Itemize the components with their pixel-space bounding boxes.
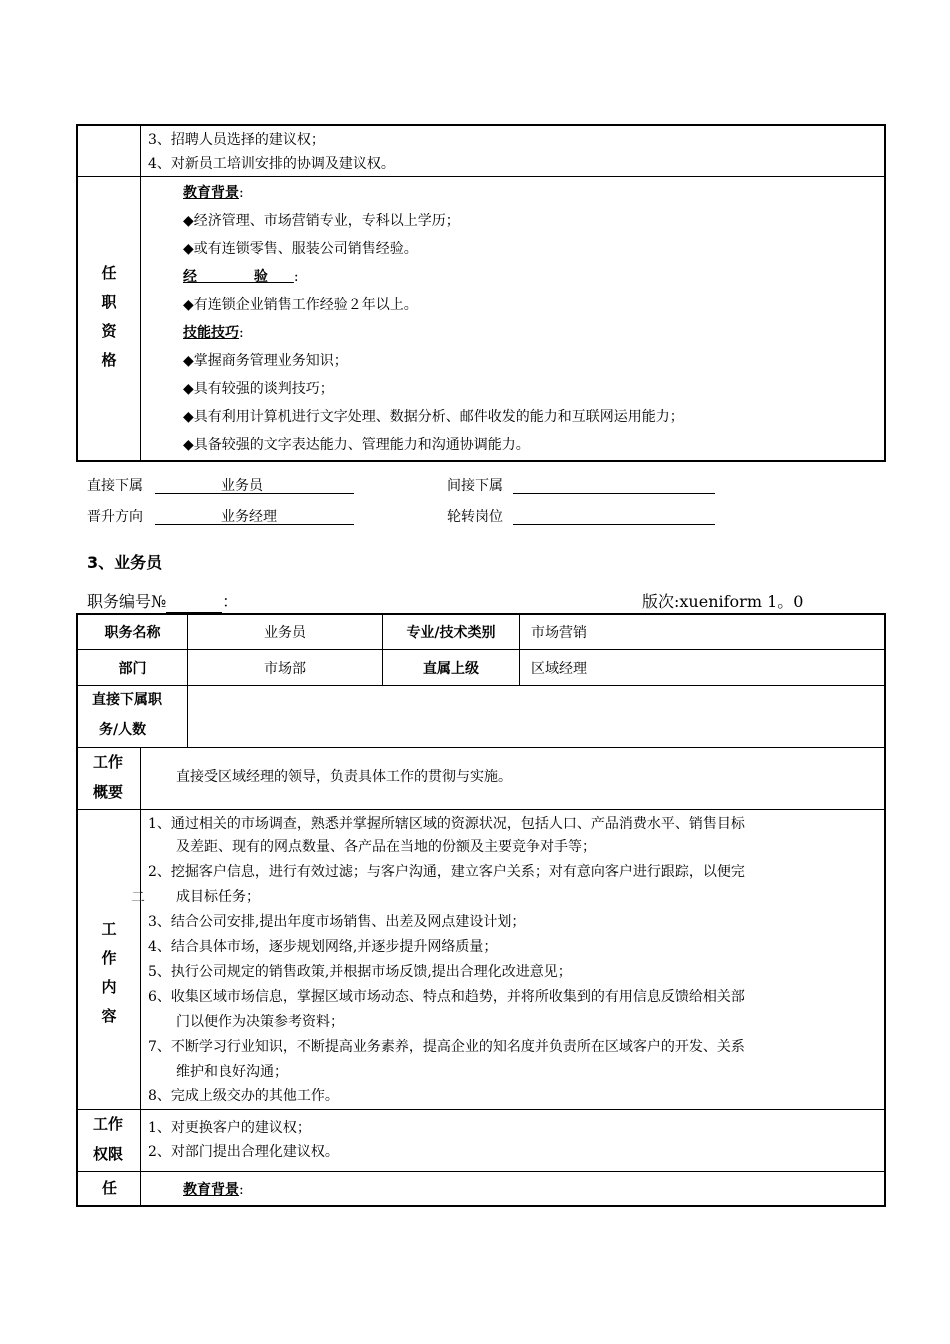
table-divider — [78, 176, 884, 177]
education-item: ◆或有连锁零售、服装公司销售经验。 — [183, 241, 418, 257]
rotation-field — [513, 506, 715, 525]
education-heading: 教育背景: — [183, 185, 244, 201]
authority-item: 3、招聘人员选择的建议权； — [148, 132, 325, 148]
job-name-value: 业务员 — [264, 625, 306, 641]
job-number-label: 职务编号№ ： — [87, 592, 239, 611]
version-label: 版次:xueniform 1。0 — [642, 592, 804, 611]
summary-text: 直接受区域经理的领导，负责具体工作的贯彻与实施。 — [176, 769, 512, 785]
table-divider — [78, 747, 884, 748]
superior-label: 直属上级 — [423, 660, 479, 677]
education-heading: 教育背景: — [183, 1182, 244, 1198]
work-content-line: 8、完成上级交办的其他工作。 — [148, 1088, 339, 1104]
work-content-label: 工 作 内 容 — [101, 920, 117, 1025]
table-divider — [78, 809, 884, 810]
work-content-line: 1、通过相关的市场调查，熟悉并掌握所辖区域的资源状况，包括人口、产品消费水平、销售目标 — [148, 816, 745, 832]
work-content-line: 门以便作为决策参考资料； — [176, 1014, 344, 1030]
work-content-line: 成目标任务； — [176, 889, 260, 905]
experience-heading: 经 验: — [183, 269, 299, 285]
table-divider — [519, 615, 520, 685]
promotion-value: 业务经理 — [221, 509, 277, 525]
skills-item: ◆具有利用计算机进行文字处理、数据分析、邮件收发的能力和互联网运用能力； — [183, 409, 684, 425]
indirect-subordinate-label: 间接下属 — [447, 478, 503, 494]
work-content-line: 6、收集区域市场信息，掌握区域市场动态、特点和趋势，并将所收集到的有用信息反馈给相关部 — [148, 989, 745, 1005]
indirect-subordinate-field — [513, 475, 715, 494]
subordinate-count-label: 直接下属职 — [92, 692, 162, 708]
table-divider — [78, 685, 884, 686]
table-divider — [78, 1171, 884, 1172]
section-heading: 3、业务员 — [87, 553, 163, 572]
rotation-label: 轮转岗位 — [447, 509, 503, 525]
work-content-line: 5、执行公司规定的销售政策,并根据市场反馈,提出合理化改进意见； — [148, 964, 572, 980]
stray-character: 二 — [131, 890, 145, 906]
superior-value: 区域经理 — [531, 660, 587, 677]
department-value: 市场部 — [264, 660, 306, 677]
qualification-label: 任 — [102, 1179, 118, 1197]
department-label: 部门 — [118, 660, 147, 677]
skills-item: ◆掌握商务管理业务知识； — [183, 353, 348, 369]
authority-line: 2、对部门提出合理化建议权。 — [148, 1144, 339, 1160]
job-name-label: 职务名称 — [104, 625, 161, 641]
skills-heading: 技能技巧: — [183, 325, 244, 341]
direct-subordinate-label: 直接下属 — [87, 478, 143, 494]
experience-item: ◆有连锁企业销售工作经验２年以上。 — [183, 297, 418, 313]
subordinate-count-label: 务/人数 — [99, 722, 147, 738]
authority-line: 1、对更换客户的建议权； — [148, 1120, 311, 1136]
education-item: ◆经济管理、市场营销专业，专科以上学历； — [183, 213, 460, 229]
authority-item: 4、对新员工培训安排的协调及建议权。 — [148, 156, 395, 172]
direct-subordinate-value: 业务员 — [221, 478, 263, 494]
category-value: 市场营销 — [531, 625, 587, 641]
skills-item: ◆具备较强的文字表达能力、管理能力和沟通协调能力。 — [183, 437, 530, 453]
qualification-label: 任 职 资 格 — [101, 264, 117, 369]
work-content-line: 2、挖掘客户信息，进行有效过滤；与客户沟通，建立客户关系；对有意向客户进行跟踪，以便完 — [148, 864, 745, 880]
promotion-label: 晋升方向 — [87, 509, 143, 525]
summary-label: 工作 — [93, 753, 124, 771]
authority-label: 权限 — [93, 1145, 124, 1163]
summary-label: 概要 — [93, 783, 124, 801]
authority-label: 工作 — [93, 1115, 124, 1133]
work-content-line: 4、结合具体市场，逐步规划网络,并逐步提升网络质量； — [148, 939, 498, 955]
work-content-line: 3、结合公司安排,提出年度市场销售、出差及网点建设计划； — [148, 914, 526, 930]
work-content-line: 7、不断学习行业知识，不断提高业务素养，提高企业的知名度并负责所在区域客户的开发、关系 — [148, 1039, 745, 1055]
work-content-line: 及差距、现有的网点数量、各产品在当地的份额及主要竞争对手等； — [176, 839, 596, 855]
category-label: 专业/技术类别 — [406, 625, 496, 641]
skills-item: ◆具有较强的谈判技巧； — [183, 381, 334, 397]
work-content-line: 维护和良好沟通； — [176, 1064, 288, 1080]
table-divider — [78, 1109, 884, 1110]
